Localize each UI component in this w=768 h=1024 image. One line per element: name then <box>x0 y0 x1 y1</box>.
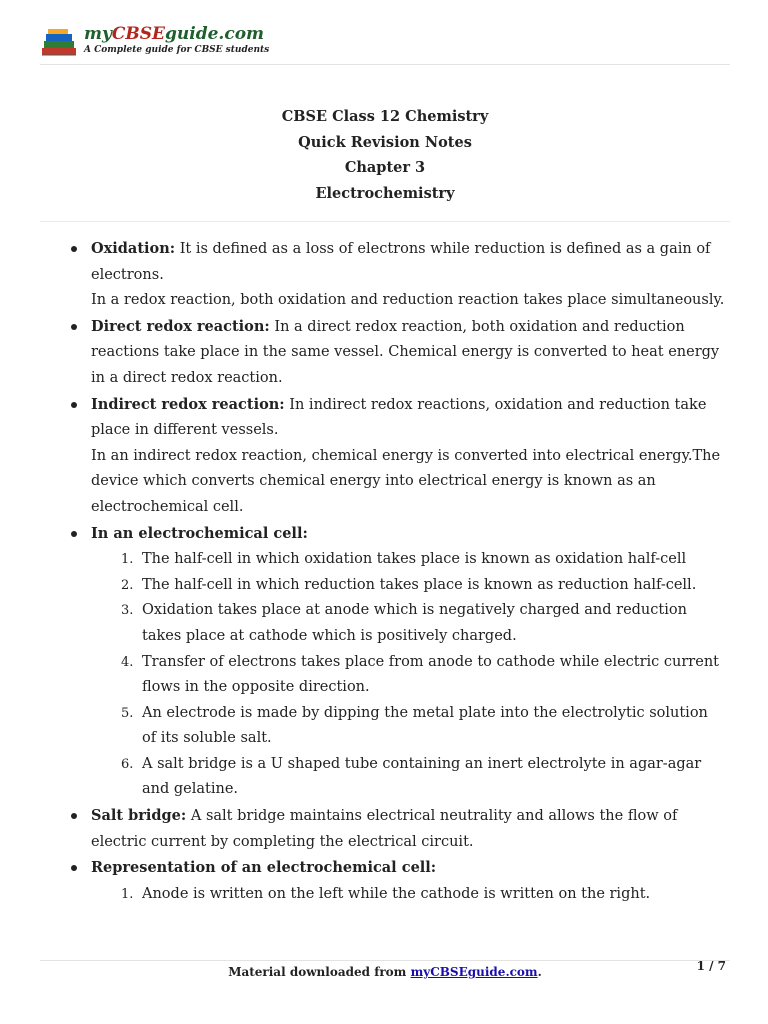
list-number: 1. <box>121 552 134 568</box>
title-line-topic: Electrochemistry <box>315 184 455 202</box>
term-label: Salt bridge: <box>91 807 187 825</box>
page-header <box>40 22 730 65</box>
term-definition: A salt bridge maintains electrical neutrality and allows the flow of electric current by completing the electrical circuit. <box>91 808 678 850</box>
page-footer <box>40 960 730 1001</box>
list-item: 4. Transfer of electrons takes place from anode to cathode while electric current flows in the opposite direction. <box>91 650 726 701</box>
representation-points-list <box>91 882 726 908</box>
logo-wordmark: myCBSEguide.com <box>84 24 265 44</box>
term-definition: In indirect redox reactions, oxidation and reduction take place in different vessels. <box>91 396 707 439</box>
list-number: 1. <box>121 886 134 902</box>
term-label: In an electrochemical cell: <box>91 524 308 542</box>
term-definition: In a direct redox reaction, both oxidation and reduction reactions take place in the same vessel. Chemical energy is converted to heat energy in a direct redox reaction. <box>91 318 720 386</box>
logo-tagline: A Complete guide for CBSE students <box>84 45 270 55</box>
list-number: 5. <box>121 705 134 721</box>
site-logo[interactable] <box>40 24 270 60</box>
term-extra: In an indirect redox reaction, chemical energy is converted into electrical energy.The device which converts chemical energy into electrical energy is known as an electrochemical cell. <box>91 447 721 515</box>
page-number: 1 / 7 <box>696 959 726 973</box>
term-definition: It is defined as a loss of electrons while reduction is defined as a gain of electrons. <box>91 241 711 283</box>
list-item-oxidation <box>66 236 726 314</box>
notes-content <box>66 236 726 907</box>
footer-credit: Material downloaded from myCBSEguide.com. <box>228 965 542 979</box>
cell-points-list <box>91 547 726 803</box>
title-divider <box>40 221 730 222</box>
title-line-chapter: Chapter 3 <box>344 159 426 176</box>
list-item-representation <box>66 855 726 907</box>
list-item: 3. Oxidation takes place at anode which is negatively charged and reduction takes place at cathode which is positively charged. <box>91 598 726 649</box>
list-item: 6. A salt bridge is a U shaped tube containing an inert electrolyte in agar-agar and gelatine. <box>91 752 726 803</box>
list-item: 2. The half-cell in which reduction takes place is known as reduction half-cell. <box>91 573 726 599</box>
list-item-direct-redox <box>66 314 726 392</box>
list-item: 5. An electrode is made by dipping the metal plate into the electrolytic solution of its soluble salt. <box>91 701 726 752</box>
title-line-notes: Quick Revision Notes <box>298 133 472 151</box>
term-extra: In a redox reaction, both oxidation and reduction reaction takes place simultaneously. <box>91 292 725 309</box>
books-icon <box>40 28 80 58</box>
list-number: 2. <box>121 577 134 593</box>
list-item-indirect-redox <box>66 392 726 521</box>
term-label: Representation of an electrochemical cell: <box>91 859 437 877</box>
term-label: Indirect redox reaction: <box>91 395 285 413</box>
notes-list <box>66 236 726 907</box>
list-item: 1. The half-cell in which oxidation takes place is known as oxidation half-cell <box>91 547 726 573</box>
list-item: 1. Anode is written on the left while the cathode is written on the right. <box>91 882 726 908</box>
list-item-electrochemical-cell <box>66 521 726 804</box>
document-title <box>40 104 730 206</box>
term-label: Oxidation: <box>91 240 176 257</box>
term-label: Direct redox reaction: <box>91 317 270 335</box>
list-number: 6. <box>121 756 134 772</box>
list-number: 4. <box>121 654 134 670</box>
list-item-salt-bridge <box>66 803 726 855</box>
title-line-class: CBSE Class 12 Chemistry <box>281 108 489 125</box>
footer-site-link[interactable]: myCBSEguide.com <box>410 965 538 979</box>
list-number: 3. <box>121 603 134 619</box>
